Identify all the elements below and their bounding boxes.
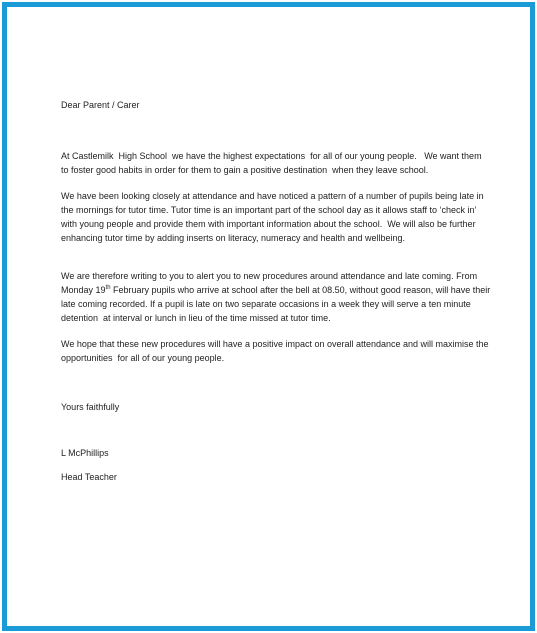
- closing: Yours faithfully: [61, 402, 120, 412]
- paragraph-hope: We hope that these new procedures will have a positive impact on overall attendance and will maximise the opportunities for all of our young people.: [61, 339, 492, 363]
- salutation: Dear Parent / Carer: [61, 100, 140, 110]
- signer-title: Head Teacher: [61, 472, 117, 482]
- procedures-text-start: We are therefore writing to you to alert you to new procedures around attendance and late coming. From Monday 19: [61, 271, 480, 295]
- paragraph-new-procedures: [61, 269, 491, 325]
- paragraph-attendance: We have been looking closely at attendance and have noticed a pattern of a number of pupils being late in the mornings for tutor time. Tutor time is an important part of the school day as it allows staff to ‘check in’ with young people and provide them with important information about the school. We will also be further enhancing tutor time by adding inserts on literacy, numeracy and health and wellbeing.: [61, 191, 487, 243]
- paragraph-expectations: At Castlemilk High School we have the highest expectations for all of our young people. We want them to foster good habits in order for them to gain a positive destination when they leave school.: [61, 151, 485, 175]
- signer-name: L McPhillips: [61, 448, 109, 458]
- procedures-text-end: February pupils who arrive at school after the bell at 08.50, without good reason, will have their late coming recorded. If a pupil is late on two separate occasions in a week they will serve a ten minute detention at interval or lunch in lieu of the time missed at tutor time.: [61, 285, 493, 323]
- page-border: [2, 2, 535, 631]
- date-suffix: th: [105, 285, 111, 291]
